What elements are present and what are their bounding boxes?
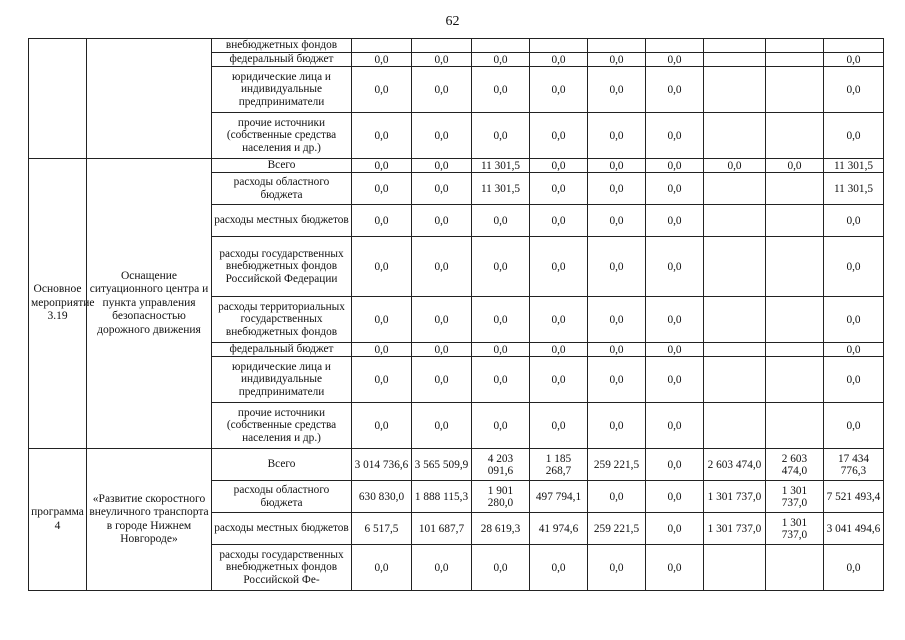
- value-cell: 3 565 509,9: [412, 449, 472, 481]
- funding-source: расходы территориальных государственных внебюджетных фондов: [212, 297, 352, 343]
- funding-source: прочие источники (собственные средства населения и др.): [212, 403, 352, 449]
- value-cell: 0,0: [352, 173, 412, 205]
- value-cell: 101 687,7: [412, 513, 472, 545]
- value-cell: 0,0: [472, 237, 530, 297]
- value-cell: 0,0: [412, 173, 472, 205]
- value-cell: [704, 343, 766, 357]
- value-cell: 0,0: [412, 403, 472, 449]
- value-cell: 2 603 474,0: [766, 449, 824, 481]
- group-code: Основное мероприятие 3.19: [29, 159, 87, 449]
- value-cell: [704, 357, 766, 403]
- value-cell: 259 221,5: [588, 449, 646, 481]
- value-cell: 0,0: [530, 237, 588, 297]
- table-row: [29, 159, 884, 173]
- value-cell: 4 203 091,6: [472, 449, 530, 481]
- value-cell: 0,0: [646, 113, 704, 159]
- value-cell: 1 301 737,0: [766, 481, 824, 513]
- value-cell: 0,0: [352, 357, 412, 403]
- value-cell: 0,0: [824, 343, 884, 357]
- value-cell: 0,0: [824, 403, 884, 449]
- value-cell: 0,0: [352, 297, 412, 343]
- value-cell: 0,0: [588, 403, 646, 449]
- value-cell: 11 301,5: [824, 173, 884, 205]
- value-cell: [588, 39, 646, 53]
- funding-source: расходы областного бюджета: [212, 481, 352, 513]
- value-cell: 0,0: [646, 173, 704, 205]
- value-cell: 0,0: [766, 159, 824, 173]
- value-cell: [766, 357, 824, 403]
- value-cell: [766, 173, 824, 205]
- value-cell: 0,0: [704, 159, 766, 173]
- value-cell: 1 901 280,0: [472, 481, 530, 513]
- value-cell: 0,0: [646, 403, 704, 449]
- funding-source: юридические лица и индивидуальные предприниматели: [212, 357, 352, 403]
- value-cell: 6 517,5: [352, 513, 412, 545]
- value-cell: [766, 343, 824, 357]
- value-cell: 0,0: [824, 67, 884, 113]
- value-cell: 0,0: [824, 205, 884, 237]
- value-cell: 11 301,5: [824, 159, 884, 173]
- value-cell: 0,0: [588, 113, 646, 159]
- value-cell: [824, 39, 884, 53]
- group-code: программа 4: [29, 449, 87, 591]
- value-cell: 1 301 737,0: [766, 513, 824, 545]
- value-cell: 0,0: [824, 237, 884, 297]
- group-name: Оснащение ситуационного центра и пункта управления безопасностью дорожного движения: [87, 159, 212, 449]
- value-cell: 0,0: [824, 113, 884, 159]
- funding-source: расходы местных бюджетов: [212, 513, 352, 545]
- value-cell: 0,0: [530, 297, 588, 343]
- value-cell: 0,0: [412, 237, 472, 297]
- funding-source: расходы государственных внебюджетных фондов Российской Фе-: [212, 545, 352, 591]
- value-cell: 0,0: [472, 403, 530, 449]
- value-cell: [530, 39, 588, 53]
- value-cell: 0,0: [588, 481, 646, 513]
- value-cell: 630 830,0: [352, 481, 412, 513]
- value-cell: 0,0: [824, 545, 884, 591]
- value-cell: 0,0: [588, 67, 646, 113]
- value-cell: 0,0: [646, 545, 704, 591]
- funding-source: расходы государственных внебюджетных фондов Российской Федерации: [212, 237, 352, 297]
- table-row: [29, 449, 884, 481]
- value-cell: 0,0: [530, 205, 588, 237]
- table-body: [29, 39, 884, 591]
- value-cell: [704, 297, 766, 343]
- value-cell: 0,0: [472, 113, 530, 159]
- value-cell: 0,0: [412, 159, 472, 173]
- group-name: [87, 39, 212, 159]
- page-number: 62: [445, 14, 460, 29]
- value-cell: [766, 237, 824, 297]
- value-cell: 0,0: [588, 343, 646, 357]
- value-cell: 0,0: [352, 67, 412, 113]
- value-cell: 0,0: [646, 513, 704, 545]
- value-cell: 0,0: [352, 205, 412, 237]
- funding-source: Всего: [212, 449, 352, 481]
- value-cell: 0,0: [646, 357, 704, 403]
- funding-source: расходы областного бюджета: [212, 173, 352, 205]
- value-cell: 0,0: [352, 53, 412, 67]
- value-cell: 0,0: [646, 237, 704, 297]
- value-cell: 0,0: [588, 53, 646, 67]
- value-cell: 1 301 737,0: [704, 513, 766, 545]
- value-cell: [472, 39, 530, 53]
- value-cell: 0,0: [530, 545, 588, 591]
- value-cell: 0,0: [412, 545, 472, 591]
- table-row: [29, 39, 884, 53]
- funding-source: внебюджетных фондов: [212, 39, 352, 53]
- value-cell: 1 888 115,3: [412, 481, 472, 513]
- value-cell: 0,0: [352, 545, 412, 591]
- value-cell: 0,0: [646, 481, 704, 513]
- value-cell: 0,0: [588, 237, 646, 297]
- value-cell: 2 603 474,0: [704, 449, 766, 481]
- value-cell: 0,0: [530, 159, 588, 173]
- value-cell: 28 619,3: [472, 513, 530, 545]
- value-cell: [704, 205, 766, 237]
- value-cell: 0,0: [530, 403, 588, 449]
- value-cell: 0,0: [646, 449, 704, 481]
- value-cell: 497 794,1: [530, 481, 588, 513]
- value-cell: [704, 237, 766, 297]
- value-cell: 0,0: [588, 545, 646, 591]
- value-cell: 0,0: [646, 159, 704, 173]
- value-cell: [352, 39, 412, 53]
- value-cell: [766, 545, 824, 591]
- value-cell: 0,0: [412, 343, 472, 357]
- value-cell: 0,0: [352, 113, 412, 159]
- value-cell: 1 301 737,0: [704, 481, 766, 513]
- value-cell: [766, 205, 824, 237]
- value-cell: 0,0: [472, 357, 530, 403]
- value-cell: 0,0: [646, 343, 704, 357]
- value-cell: 0,0: [530, 113, 588, 159]
- value-cell: 0,0: [412, 205, 472, 237]
- value-cell: 0,0: [588, 159, 646, 173]
- value-cell: 0,0: [646, 205, 704, 237]
- value-cell: 0,0: [412, 67, 472, 113]
- value-cell: 0,0: [588, 205, 646, 237]
- funding-source: прочие источники (собственные средства населения и др.): [212, 113, 352, 159]
- value-cell: 0,0: [646, 53, 704, 67]
- value-cell: 0,0: [412, 297, 472, 343]
- value-cell: 7 521 493,4: [824, 481, 884, 513]
- value-cell: 0,0: [472, 53, 530, 67]
- value-cell: 41 974,6: [530, 513, 588, 545]
- value-cell: 3 014 736,6: [352, 449, 412, 481]
- value-cell: [412, 39, 472, 53]
- value-cell: [704, 39, 766, 53]
- funding-source: федеральный бюджет: [212, 53, 352, 67]
- value-cell: 0,0: [472, 205, 530, 237]
- value-cell: 0,0: [530, 173, 588, 205]
- value-cell: [766, 39, 824, 53]
- value-cell: 1 185 268,7: [530, 449, 588, 481]
- value-cell: [704, 173, 766, 205]
- value-cell: 0,0: [530, 67, 588, 113]
- value-cell: 259 221,5: [588, 513, 646, 545]
- funding-source: Всего: [212, 159, 352, 173]
- value-cell: [646, 39, 704, 53]
- value-cell: [766, 113, 824, 159]
- value-cell: [704, 53, 766, 67]
- value-cell: [704, 113, 766, 159]
- value-cell: 0,0: [824, 357, 884, 403]
- value-cell: 0,0: [472, 343, 530, 357]
- value-cell: 0,0: [352, 237, 412, 297]
- value-cell: 0,0: [472, 545, 530, 591]
- value-cell: 0,0: [530, 343, 588, 357]
- budget-table: [28, 38, 884, 591]
- value-cell: 0,0: [588, 357, 646, 403]
- value-cell: 11 301,5: [472, 159, 530, 173]
- value-cell: [704, 545, 766, 591]
- value-cell: 0,0: [588, 297, 646, 343]
- value-cell: 0,0: [412, 113, 472, 159]
- value-cell: 0,0: [352, 403, 412, 449]
- value-cell: 0,0: [412, 357, 472, 403]
- value-cell: 11 301,5: [472, 173, 530, 205]
- funding-source: юридические лица и индивидуальные предприниматели: [212, 67, 352, 113]
- value-cell: 0,0: [352, 159, 412, 173]
- value-cell: 0,0: [530, 53, 588, 67]
- value-cell: 0,0: [530, 357, 588, 403]
- value-cell: [766, 67, 824, 113]
- funding-source: расходы местных бюджетов: [212, 205, 352, 237]
- value-cell: 0,0: [352, 343, 412, 357]
- group-code: [29, 39, 87, 159]
- value-cell: 0,0: [588, 173, 646, 205]
- value-cell: [766, 297, 824, 343]
- value-cell: [704, 403, 766, 449]
- value-cell: 0,0: [824, 53, 884, 67]
- value-cell: [766, 53, 824, 67]
- value-cell: 17 434 776,3: [824, 449, 884, 481]
- value-cell: 0,0: [646, 67, 704, 113]
- value-cell: [766, 403, 824, 449]
- value-cell: 0,0: [646, 297, 704, 343]
- group-name: «Развитие скоростного внеуличного транспорта в городе Нижнем Новгороде»: [87, 449, 212, 591]
- value-cell: 0,0: [472, 297, 530, 343]
- value-cell: 3 041 494,6: [824, 513, 884, 545]
- value-cell: 0,0: [472, 67, 530, 113]
- value-cell: 0,0: [824, 297, 884, 343]
- value-cell: 0,0: [412, 53, 472, 67]
- value-cell: [704, 67, 766, 113]
- funding-source: федеральный бюджет: [212, 343, 352, 357]
